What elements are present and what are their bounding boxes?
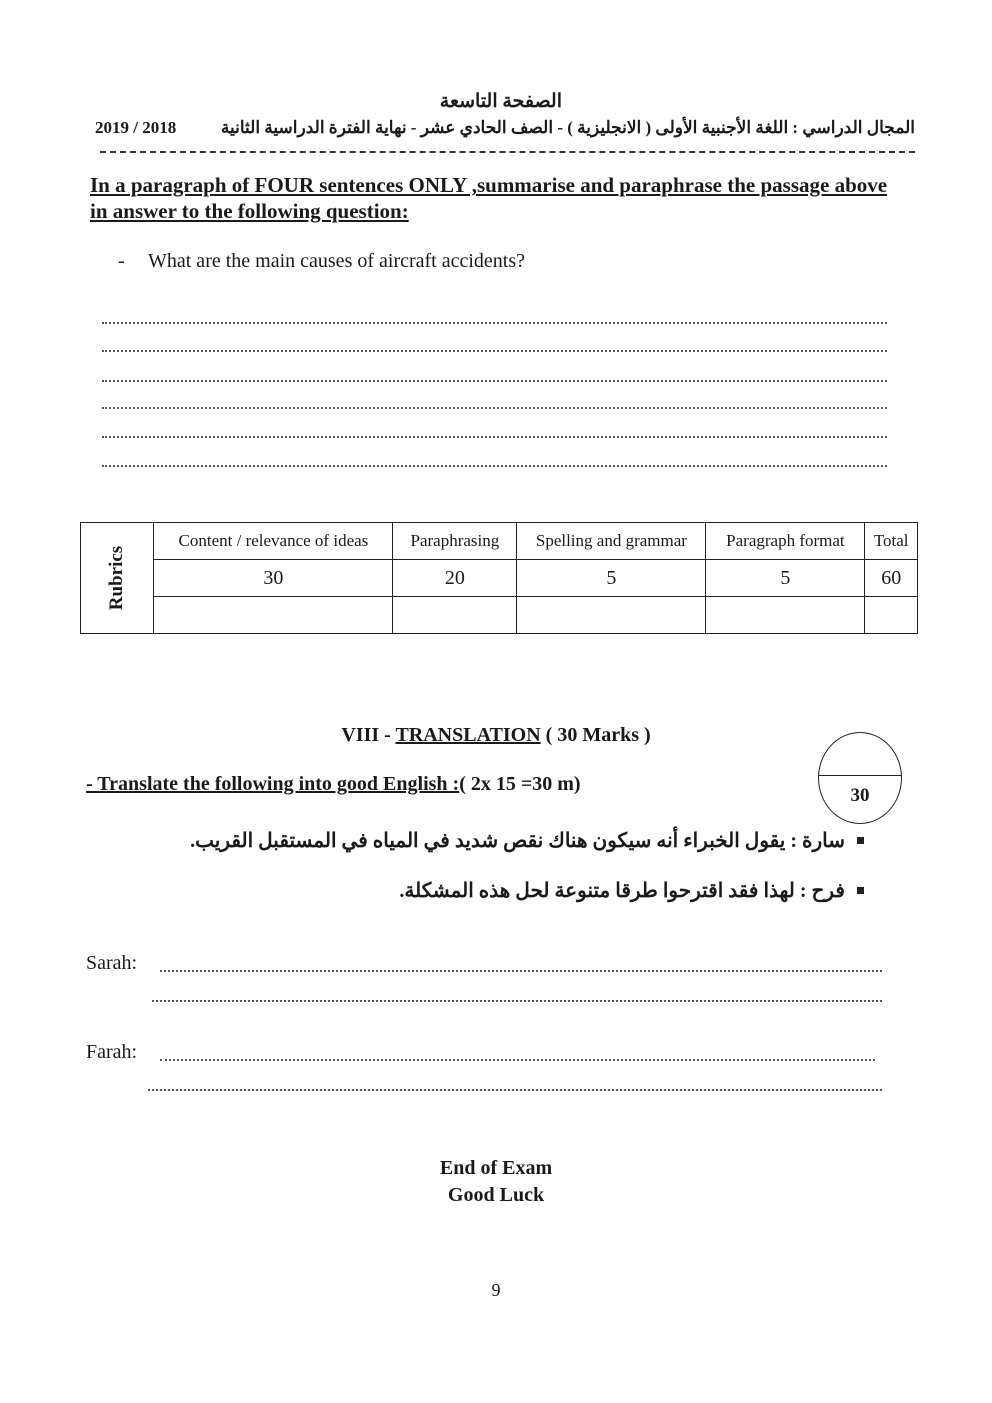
rubric-mark: 20 bbox=[393, 560, 517, 597]
header-divider bbox=[100, 151, 915, 153]
sarah-answer-line[interactable] bbox=[160, 970, 882, 972]
rubrics-score-row bbox=[81, 597, 918, 634]
rubric-header: Content / relevance of ideas bbox=[154, 523, 393, 560]
academic-year: 2019 / 2018 bbox=[95, 118, 177, 137]
answer-line[interactable] bbox=[102, 380, 887, 382]
subject-description: المجال الدراسي : اللغة الأجنبية الأولى ( الانجليزية ) - الصف الحادي عشر - نهاية الفترة الدراسية الثانية bbox=[220, 118, 915, 137]
rubrics-header-row bbox=[81, 523, 918, 560]
score-circle bbox=[818, 732, 902, 824]
rubric-score-cell[interactable] bbox=[865, 597, 918, 634]
rubric-mark: 60 bbox=[865, 560, 918, 597]
rubric-mark: 5 bbox=[517, 560, 706, 597]
translation-instruction-marks: ( 2x 15 =30 m) bbox=[459, 773, 581, 795]
rubric-score-cell[interactable] bbox=[517, 597, 706, 634]
translation-item-text: سارة : يقول الخبراء أنه سيكون هناك نقص شديد في المياه في المستقبل القريب. bbox=[190, 830, 845, 852]
section-number: VIII - bbox=[341, 724, 391, 746]
answer-line[interactable] bbox=[102, 436, 887, 438]
sarah-answer-label: Sarah: bbox=[86, 952, 138, 974]
translation-instruction-text: - Translate the following into good English : bbox=[86, 773, 460, 795]
translation-item bbox=[190, 828, 864, 853]
bullet-icon bbox=[857, 837, 864, 844]
closing-text bbox=[0, 1155, 992, 1209]
section-name: TRANSLATION bbox=[395, 724, 541, 746]
rubrics-table bbox=[80, 522, 918, 634]
answer-line[interactable] bbox=[102, 465, 887, 467]
rubric-mark: 5 bbox=[706, 560, 865, 597]
page-number: 9 bbox=[491, 1280, 501, 1300]
farah-answer-label: Farah: bbox=[86, 1041, 138, 1063]
sarah-answer-line[interactable] bbox=[152, 1000, 882, 1002]
question-bullet: - bbox=[118, 250, 125, 272]
rubrics-marks-row bbox=[81, 560, 918, 597]
translation-instruction bbox=[86, 773, 581, 796]
translation-item bbox=[399, 878, 864, 903]
page-title: الصفحة التاسعة bbox=[439, 91, 562, 112]
farah-answer-line[interactable] bbox=[148, 1089, 882, 1091]
subject-line bbox=[95, 118, 915, 138]
rubric-header: Spelling and grammar bbox=[517, 523, 706, 560]
rubric-header: Paragraph format bbox=[706, 523, 865, 560]
summary-question bbox=[118, 250, 525, 273]
answer-line[interactable] bbox=[102, 350, 887, 352]
summary-instruction: In a paragraph of FOUR sentences ONLY ,summarise and paraphrase the passage above in answer to the following question: bbox=[90, 173, 888, 223]
rubric-mark: 30 bbox=[154, 560, 393, 597]
bullet-icon bbox=[857, 887, 864, 894]
rubric-score-cell[interactable] bbox=[154, 597, 393, 634]
rubrics-side-cell bbox=[81, 523, 154, 634]
score-divider bbox=[819, 775, 901, 776]
answer-line[interactable] bbox=[102, 407, 887, 409]
farah-answer-line[interactable] bbox=[160, 1059, 875, 1061]
section-marks: ( 30 Marks ) bbox=[545, 724, 651, 746]
score-total: 30 bbox=[850, 785, 870, 806]
rubrics-label: Rubrics bbox=[106, 545, 128, 611]
translation-item-text: فرح : لهذا فقد اقترحوا طرقا متنوعة لحل هذه المشكلة. bbox=[399, 880, 845, 902]
end-of-exam: End of Exam bbox=[439, 1157, 553, 1179]
rubric-score-cell[interactable] bbox=[706, 597, 865, 634]
good-luck: Good Luck bbox=[447, 1184, 545, 1206]
answer-line[interactable] bbox=[102, 322, 887, 324]
question-text: What are the main causes of aircraft accidents? bbox=[148, 250, 526, 272]
rubric-header: Paraphrasing bbox=[393, 523, 517, 560]
rubric-header: Total bbox=[865, 523, 918, 560]
rubric-score-cell[interactable] bbox=[393, 597, 517, 634]
